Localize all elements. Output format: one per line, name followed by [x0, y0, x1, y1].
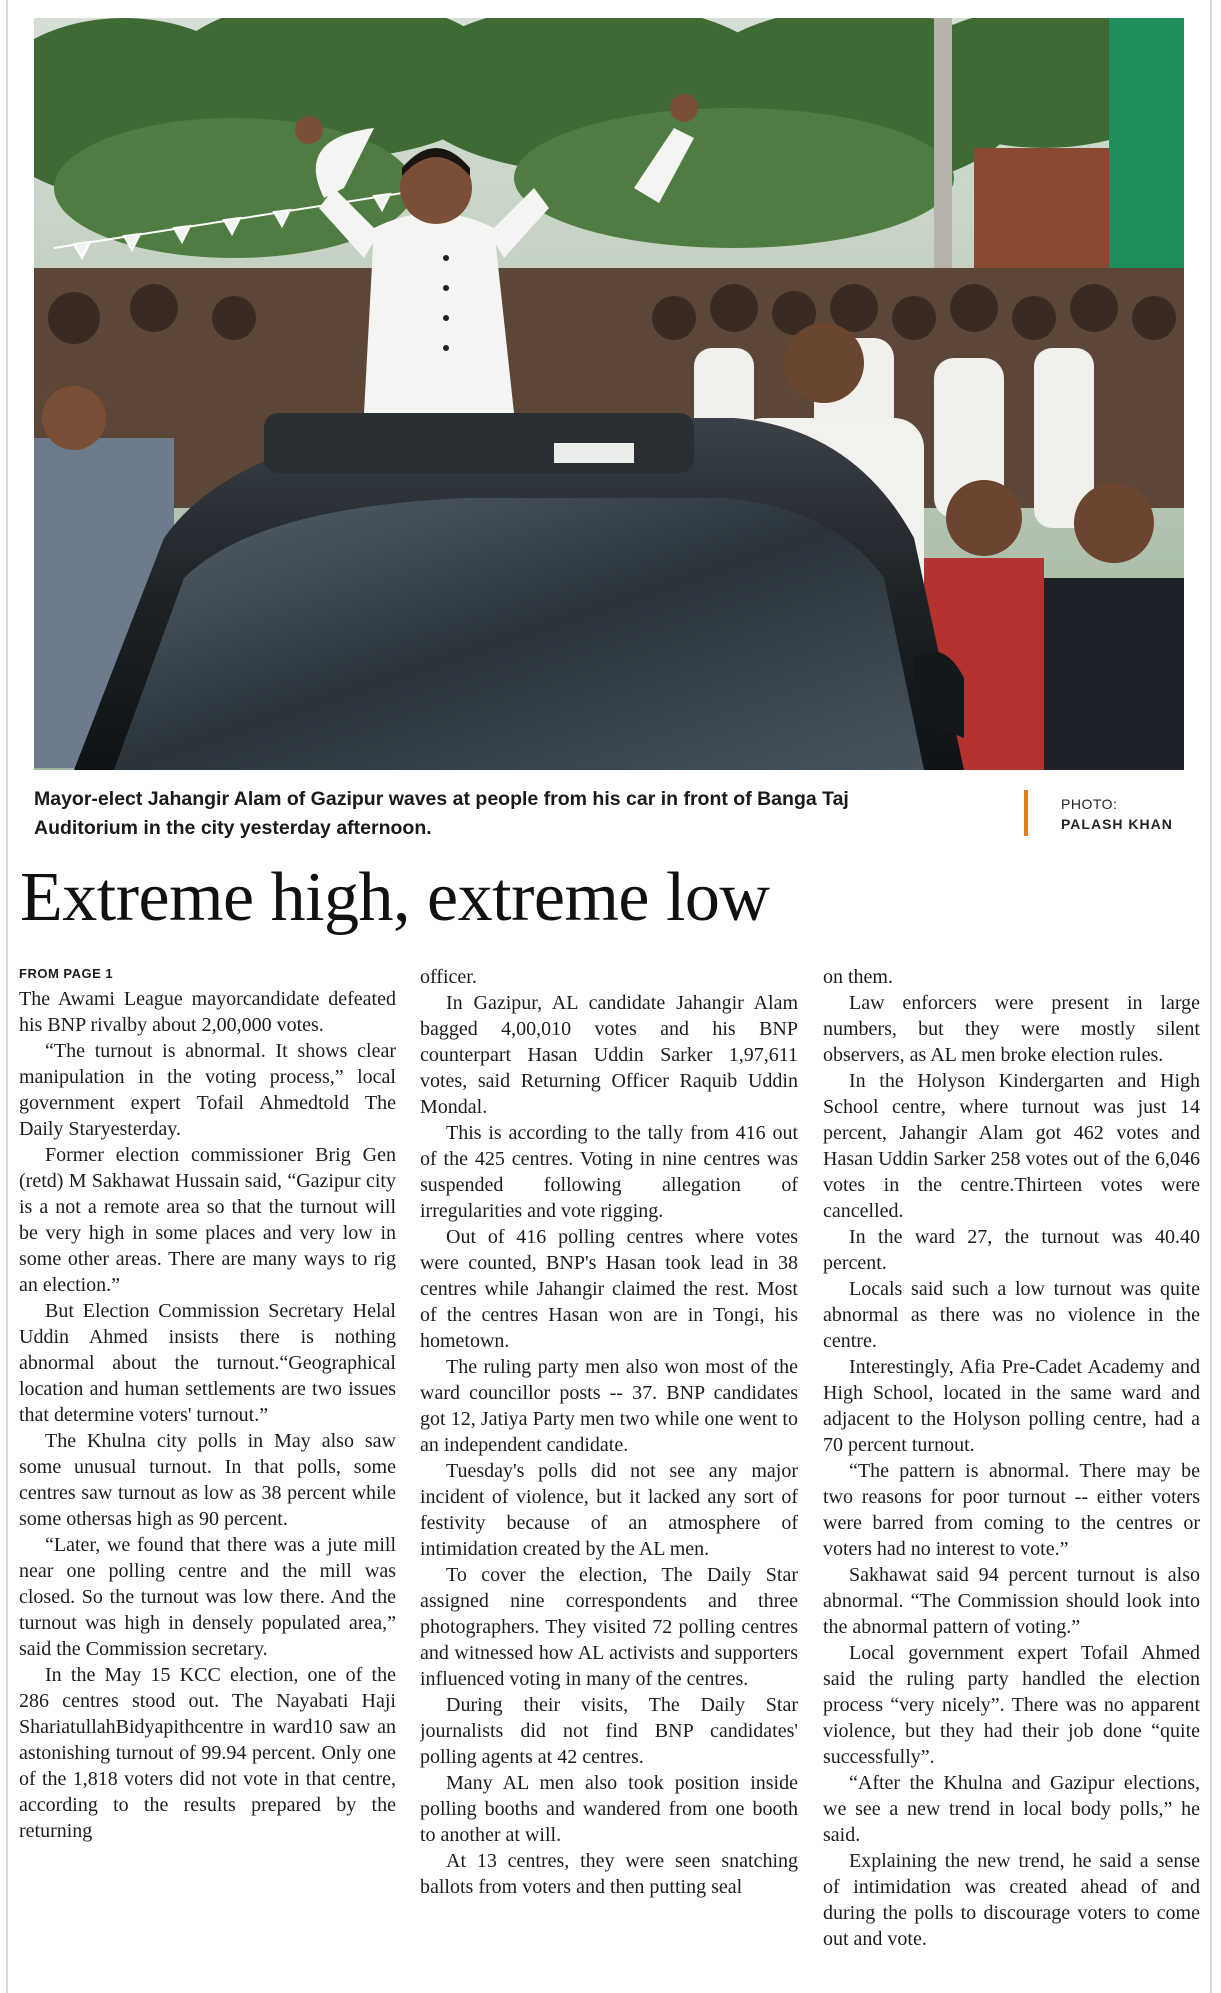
photo-illustration	[34, 18, 1184, 770]
paragraph: Law enforcers were present in large numbers, but they were mostly silent observers, as AL men broke election rules.	[823, 992, 1200, 1066]
paragraph: The Khulna city polls in May also saw some unusual turnout. In that polls, some centres saw turnout as low as 38 percent while some othersas high as 90 percent.	[19, 1430, 396, 1530]
paragraph: “The turnout is abnormal. It shows clear manipulation in the voting process,” local government expert Tofail Ahmedtold The Daily Staryesterday.	[19, 1040, 396, 1140]
paragraph: In the ward 27, the turnout was 40.40 percent.	[823, 1226, 1200, 1274]
paragraph: on them.	[823, 966, 893, 988]
photo-credit-label: PHOTO:	[1061, 796, 1118, 812]
photo-credit-name: PALASH KHAN	[1061, 816, 1173, 832]
paragraph: Local government expert Tofail Ahmed said the ruling party handled the election process “very nicely”. There was no apparent violence, but they had their job done “quite successfully”.	[823, 1642, 1200, 1768]
page-edge-left	[6, 0, 8, 1993]
paragraph: In Gazipur, AL candidate Jahangir Alam bagged 4,00,010 votes and his BNP counterpart Hasan Uddin Sarker 1,97,611 votes, said Returning Officer Raquib Uddin Mondal.	[420, 992, 798, 1118]
paragraph: In the Holyson Kindergarten and High School centre, where turnout was just 14 percent, Jahangir Alam got 462 votes and Hasan Uddin Sarker 258 votes out of the 6,046 votes in the centre.Thirteen votes were cancelled.	[823, 1070, 1200, 1222]
article-column-1	[19, 964, 396, 1979]
paragraph: Many AL men also took position inside polling booths and wandered from one booth to another at will.	[420, 1772, 798, 1846]
paragraph: The ruling party men also won most of the ward councillor posts -- 37. BNP candidates got 12, Jatiya Party men two while one went to an independent candidate.	[420, 1356, 798, 1456]
kicker: FROM PAGE 1	[19, 966, 114, 981]
caption-divider	[1024, 790, 1028, 836]
paragraph: Locals said such a low turnout was quite abnormal as there was no violence in the centre.	[823, 1278, 1200, 1352]
paragraph: Sakhawat said 94 percent turnout is also abnormal. “The Commission should look into the abnormal pattern of voting.”	[823, 1564, 1200, 1638]
article-column-3	[823, 964, 1200, 1979]
paragraph: To cover the election, The Daily Star assigned nine correspondents and three photographers. They visited 72 polling centres and witnessed how AL activists and supporters influenced voting in many of the centres.	[420, 1564, 798, 1690]
paragraph: At 13 centres, they were seen snatching ballots from voters and then putting seal	[420, 1850, 798, 1898]
paragraph: But Election Commission Secretary Helal Uddin Ahmed insists there is nothing abnormal about the turnout.“Geographical location and human settlements are two issues that determine voters' turnout.”	[19, 1300, 396, 1426]
page-edge-right	[1210, 0, 1212, 1993]
paragraph: Interestingly, Afia Pre-Cadet Academy and High School, located in the same ward and adjacent to the Holyson polling centre, had a 70 percent turnout.	[823, 1356, 1200, 1456]
paragraph: During their visits, The Daily Star journalists did not find BNP candidates' polling agents at 42 centres.	[420, 1694, 798, 1768]
paragraph: Explaining the new trend, he said a sense of intimidation was created ahead of and during the polls to discourage voters to come out and vote.	[823, 1850, 1200, 1950]
paragraph: This is according to the tally from 416 out of the 425 centres. Voting in nine centres was suspended following allegation of irregularities and vote rigging.	[420, 1122, 798, 1222]
paragraph: The Awami League mayorcandidate defeated his BNP rivalby about 2,00,000 votes.	[19, 988, 396, 1036]
paragraph: “The pattern is abnormal. There may be two reasons for poor turnout -- either voters were barred from coming to the centres or voters had no interest to vote.”	[823, 1460, 1200, 1560]
news-photo	[34, 18, 1184, 770]
photo-caption: Mayor-elect Jahangir Alam of Gazipur waves at people from his car in front of Banga Taj Auditorium in the city yesterday afternoon.	[34, 788, 849, 839]
photo-credit	[1061, 794, 1173, 834]
article-column-2	[420, 964, 798, 1979]
paragraph: Tuesday's polls did not see any major incident of violence, but it lacked any sort of festivity because of an atmosphere of intimidation created by the AL men.	[420, 1460, 798, 1560]
paragraph: Out of 416 polling centres where votes were counted, BNP's Hasan took lead in 38 centres while Jahangir claimed the rest. Most of the centres Hasan won are in Tongi, his hometown.	[420, 1226, 798, 1352]
headline: Extreme high, extreme low	[20, 859, 770, 936]
paragraph: “Later, we found that there was a jute mill near one polling centre and the mill was closed. So the turnout was low there. And the turnout was high in densely populated area,” said the Commission secretary.	[19, 1534, 396, 1660]
paragraph: In the May 15 KCC election, one of the 286 centres stood out. The Nayabati Haji ShariatullahBidyapithcentre in ward10 saw an astonishing turnout of 99.94 percent. Only one of the 1,818 voters did not vote in that centre, according to the results prepared by the returning	[19, 1664, 396, 1842]
paragraph: officer.	[420, 966, 477, 988]
paragraph: “After the Khulna and Gazipur elections, we see a new trend in local body polls,” he said.	[823, 1772, 1200, 1846]
paragraph: Former election commissioner Brig Gen (retd) M Sakhawat Hussain said, “Gazipur city is a not a remote area so that the turnout will be very high in some places and very low in some other areas. There are many ways to rig an election.”	[19, 1144, 396, 1296]
